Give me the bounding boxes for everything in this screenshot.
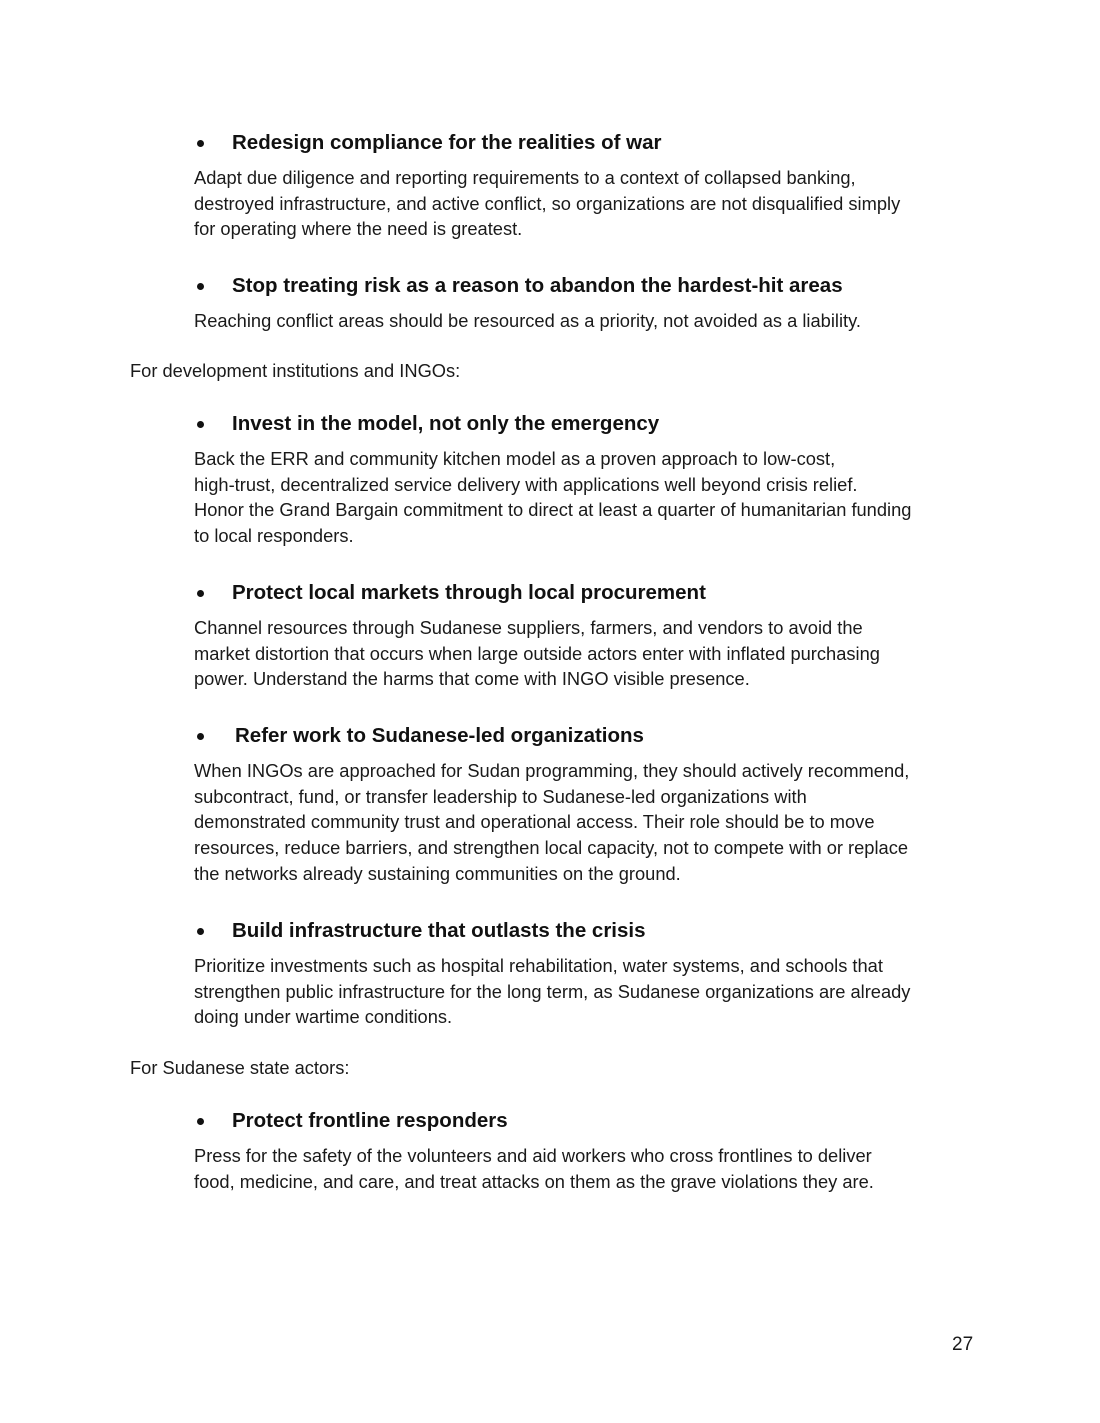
page-number: 27 [952, 1334, 974, 1355]
recommendation-item [194, 918, 984, 1030]
recommendation-heading [194, 130, 984, 156]
recommendation-heading [194, 273, 984, 299]
recommendation-body: When INGOs are approached for Sudan programming, they should actively recommend, subcontract, fund, or transfer leadership to Sudanese-led organizations with demonstrated community trust and operational access. Their role should be to move resources, reduce barriers, and strengthen local capacity, not to compete with or replace the networks already sustaining communities on the ground. [194, 760, 910, 884]
heading-text: Stop treating risk as a reason to abandon the hardest-hit areas [232, 274, 843, 297]
bullet-icon [197, 1118, 204, 1125]
recommendation-body: Press for the safety of the volunteers and aid workers who cross frontlines to deliver food, medicine, and care, and treat attacks on them as the grave violations they are. [194, 1145, 874, 1192]
recommendation-item [194, 723, 984, 887]
recommendation-heading [194, 1108, 984, 1134]
recommendation-item [194, 273, 984, 334]
bullet-icon [197, 733, 204, 740]
recommendation-heading [194, 918, 984, 944]
recommendation-item [194, 411, 984, 549]
recommendation-body: Adapt due diligence and reporting requirements to a context of collapsed banking, destroyed infrastructure, and active conflict, so organizations are not disqualified simply for operating where the need is greatest. [194, 167, 901, 240]
section-label-development: For development institutions and INGOs: [130, 360, 461, 381]
recommendation-heading [194, 580, 984, 606]
heading-text: Redesign compliance for the realities of war [232, 131, 662, 154]
bullet-icon [197, 590, 204, 597]
section-label-state: For Sudanese state actors: [130, 1057, 350, 1078]
recommendation-heading [194, 723, 984, 749]
recommendation-item [194, 580, 984, 692]
heading-text: Protect local markets through local procurement [232, 581, 706, 604]
heading-text: Protect frontline responders [232, 1109, 508, 1132]
recommendation-item [194, 1108, 984, 1194]
recommendation-heading [194, 411, 984, 437]
recommendation-body: Channel resources through Sudanese suppliers, farmers, and vendors to avoid the market distortion that occurs when large outside actors enter with inflated purchasing power. Understand the harms that come with INGO visible presence. [194, 617, 880, 690]
heading-text: Invest in the model, not only the emergency [232, 412, 660, 435]
recommendation-item [194, 130, 984, 242]
heading-text: Build infrastructure that outlasts the crisis [232, 919, 646, 942]
bullet-icon [197, 928, 204, 935]
recommendation-body: Back the ERR and community kitchen model as a proven approach to low-cost, high-trust, decentralized service delivery with applications well beyond crisis relief. Honor the Grand Bargain commitment to direct at least a quarter of humanitarian funding to local responders. [194, 448, 912, 547]
recommendation-body: Prioritize investments such as hospital rehabilitation, water systems, and schools that strengthen public infrastructure for the long term, as Sudanese organizations are already doing under wartime conditions. [194, 955, 911, 1028]
heading-text: Refer work to Sudanese-led organizations [235, 724, 644, 747]
bullet-icon [197, 421, 204, 428]
bullet-icon [197, 283, 204, 290]
recommendation-body: Reaching conflict areas should be resourced as a priority, not avoided as a liability. [194, 310, 861, 331]
bullet-icon [197, 140, 204, 147]
